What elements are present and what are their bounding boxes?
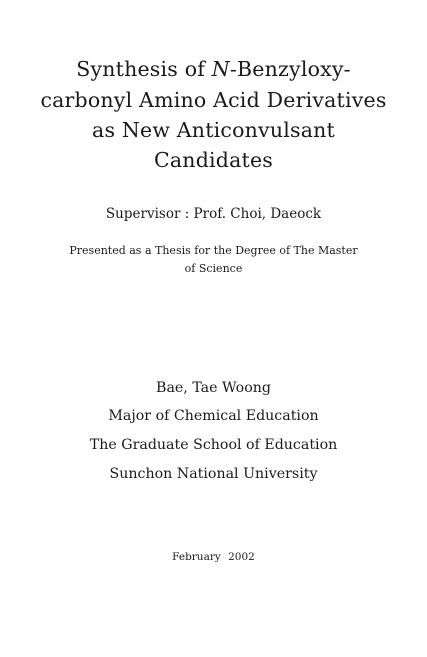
author-school: The Graduate School of Education xyxy=(89,437,338,453)
title-italic-n: N xyxy=(211,57,230,81)
title-line-3: as New Anticonvulsant xyxy=(92,118,335,142)
presented-line-2: of Science xyxy=(184,262,243,275)
author-university: Sunchon National University xyxy=(109,466,318,482)
author-major: Major of Chemical Education xyxy=(108,408,319,424)
supervisor-line: Supervisor : Prof. Choi, Daeock xyxy=(105,206,322,222)
presented-line-1: Presented as a Thesis for the Degree of The Master xyxy=(69,244,358,257)
submission-date: February 2002 xyxy=(172,551,255,563)
title-line-1-pre: Synthesis of xyxy=(76,57,212,81)
author-name: Bae, Tae Woong xyxy=(156,380,271,396)
title-line-1 xyxy=(0,57,427,81)
title-line-1-post: -Benzyloxy- xyxy=(229,57,351,81)
title-line-2: carbonyl Amino Acid Derivatives xyxy=(40,88,387,112)
title-line-4: Candidates xyxy=(153,148,274,172)
